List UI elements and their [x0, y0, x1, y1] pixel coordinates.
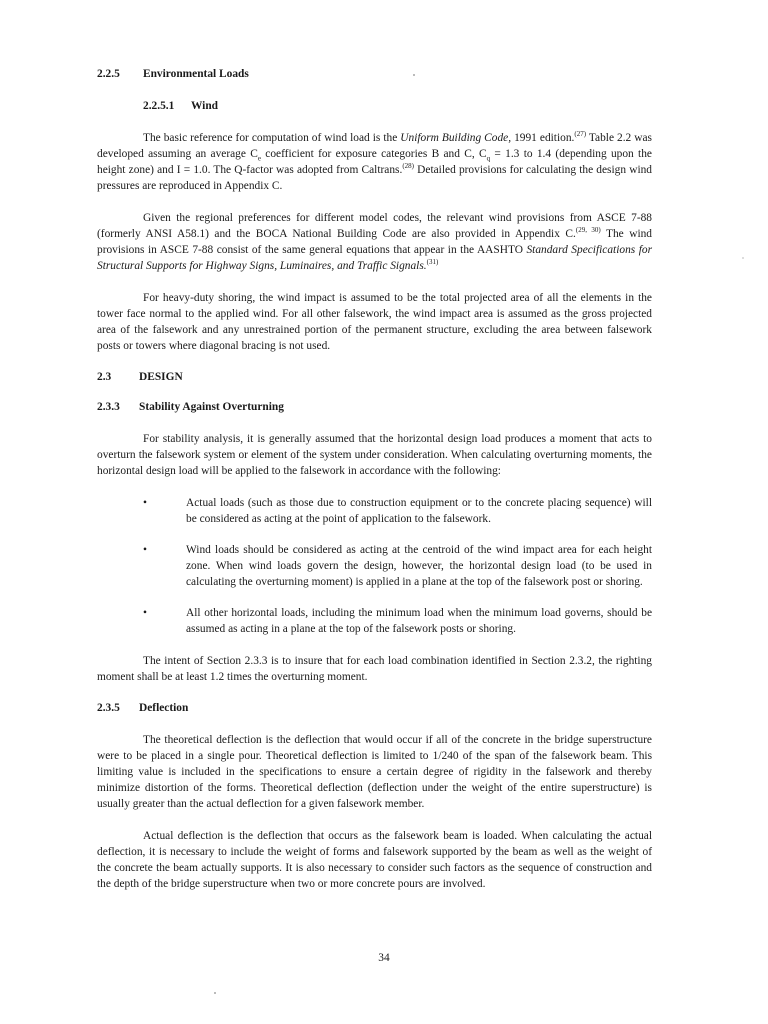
section-heading-2-3	[97, 369, 652, 385]
bullet-glyph: •	[143, 544, 147, 556]
list-item-text: Wind loads should be considered as acting at the centroid of the wind impact area for each height zone. When wind loads govern the design, however, the horizontal design load (to be used in calculating the overturning moment) is applied in a plane at the top of the falsework post or shoring.	[186, 544, 652, 588]
text-run: Given the regional preferences for different model codes, the relevant wind provisions from ASCE 7-88 (formerly ANSI A58.1) and the BOCA National Building Code are also provided in Appendix C.	[97, 212, 652, 240]
list-item	[97, 605, 652, 637]
bullet-glyph: •	[143, 497, 147, 509]
section-number: 2.3	[97, 371, 112, 383]
text-run: coefficient for exposure categories B and C, C	[260, 148, 487, 160]
emphasis-aashto: Standard Specifications for Structural Supports for Highway Signs, Luminaires, and Traffic Signals.	[97, 244, 652, 272]
list-item-text: Actual loads (such as those due to construction equipment or to the concrete placing sequence) will be considered as acting at the point of application to the falsework.	[186, 497, 652, 525]
section-number: 2.2.5.1	[143, 100, 175, 112]
subscript-e: e	[257, 154, 261, 163]
section-heading-2-2-5	[97, 66, 652, 82]
scan-speck	[413, 74, 415, 76]
section-title: Deflection	[139, 702, 189, 714]
section-number: 2.2.5	[97, 68, 120, 80]
text-run: Table 2.2 was developed assuming an average C	[97, 132, 652, 160]
citation-31: (31)	[426, 258, 439, 267]
section-heading-2-3-5	[97, 700, 652, 716]
text-run: = 1.3 to 1.4 (depending upon the height zone) and I = 1.0. The Q-factor was adopted from Caltrans.	[97, 148, 652, 176]
section-title: Wind	[191, 100, 219, 112]
text-run: Detailed provisions for calculating the design wind pressures are reproduced in Appendix C.	[97, 164, 653, 192]
page-number: 34	[378, 952, 390, 964]
scan-speck	[742, 257, 744, 259]
section-title: Stability Against Overturning	[139, 401, 284, 413]
paragraph-wind-reference	[97, 130, 652, 194]
list-item	[97, 542, 652, 590]
document-body	[97, 66, 652, 892]
bullet-list	[97, 495, 652, 637]
bullet-glyph: •	[143, 607, 147, 619]
text-run: The wind provisions in ASCE 7-88 consist of the same general equations that appear in the AASHTO	[97, 228, 652, 256]
section-number: 2.3.3	[97, 401, 120, 413]
paragraph-intent: The intent of Section 2.3.3 is to insure that for each load combination identified in Section 2.3.2, the righting moment shall be at least 1.2 times the overturning moment.	[97, 655, 652, 683]
citation-29-30: (29, 30)	[575, 226, 601, 235]
paragraph-heavy-duty-shoring: For heavy-duty shoring, the wind impact is assumed to be the total projected area of all the elements in the tower face normal to the applied wind. For all other falsework, the wind impact area is assumed as the gross projected area of the falsework and any unrestrained portion of the permanent structure, excluding the area between falsework posts or towers where diagonal bracing is not used.	[97, 292, 652, 352]
scan-speck	[214, 992, 216, 994]
citation-27: (27)	[574, 130, 587, 139]
text-run: The basic reference for computation of wind load is the	[143, 132, 401, 144]
section-title: Environmental Loads	[143, 68, 249, 80]
section-heading-2-3-3	[97, 399, 652, 415]
section-heading-2-2-5-1	[97, 98, 652, 114]
citation-28: (28)	[402, 162, 414, 171]
list-item-text: All other horizontal loads, including the minimum load when the minimum load governs, should be assumed as acting in a plane at the top of the falsework posts or shoring.	[186, 607, 652, 635]
subscript-q: q	[486, 154, 491, 163]
section-title: DESIGN	[139, 371, 183, 383]
section-number: 2.3.5	[97, 702, 120, 714]
list-item	[97, 495, 652, 527]
paragraph-model-codes	[97, 210, 652, 274]
paragraph-theoretical-deflection: The theoretical deflection is the deflection that would occur if all of the concrete in the bridge superstructure were to be placed in a single pour. Theoretical deflection is limited to 1/240 of the span of the falsework beam. This limiting value is included in the specifications to ensure a certain degree of rigidity in the falsework and thereby minimize distortion of the forms. Theoretical deflection (deflection under the weight of the entire superstructure) is usually greater than the actual deflection for a given falsework member.	[97, 734, 652, 810]
paragraph-stability: For stability analysis, it is generally assumed that the horizontal design load produces a moment that acts to overturn the falsework system or element of the system under consideration. When calculating overturning moments, the horizontal design load will be applied to the falsework in accordance with the following:	[97, 433, 652, 477]
text-run: 1991 edition.	[511, 132, 575, 144]
emphasis-ubc: Uniform Building Code,	[400, 132, 512, 144]
paragraph-actual-deflection: Actual deflection is the deflection that occurs as the falsework beam is loaded. When calculating the actual deflection, it is necessary to include the weight of forms and falsework supported by the beam as well as the weight of the concrete the beam actually supports. It is also necessary to consider such factors as the sequence of construction and the depth of the bridge superstructure when two or more concrete pours are involved.	[97, 830, 652, 890]
